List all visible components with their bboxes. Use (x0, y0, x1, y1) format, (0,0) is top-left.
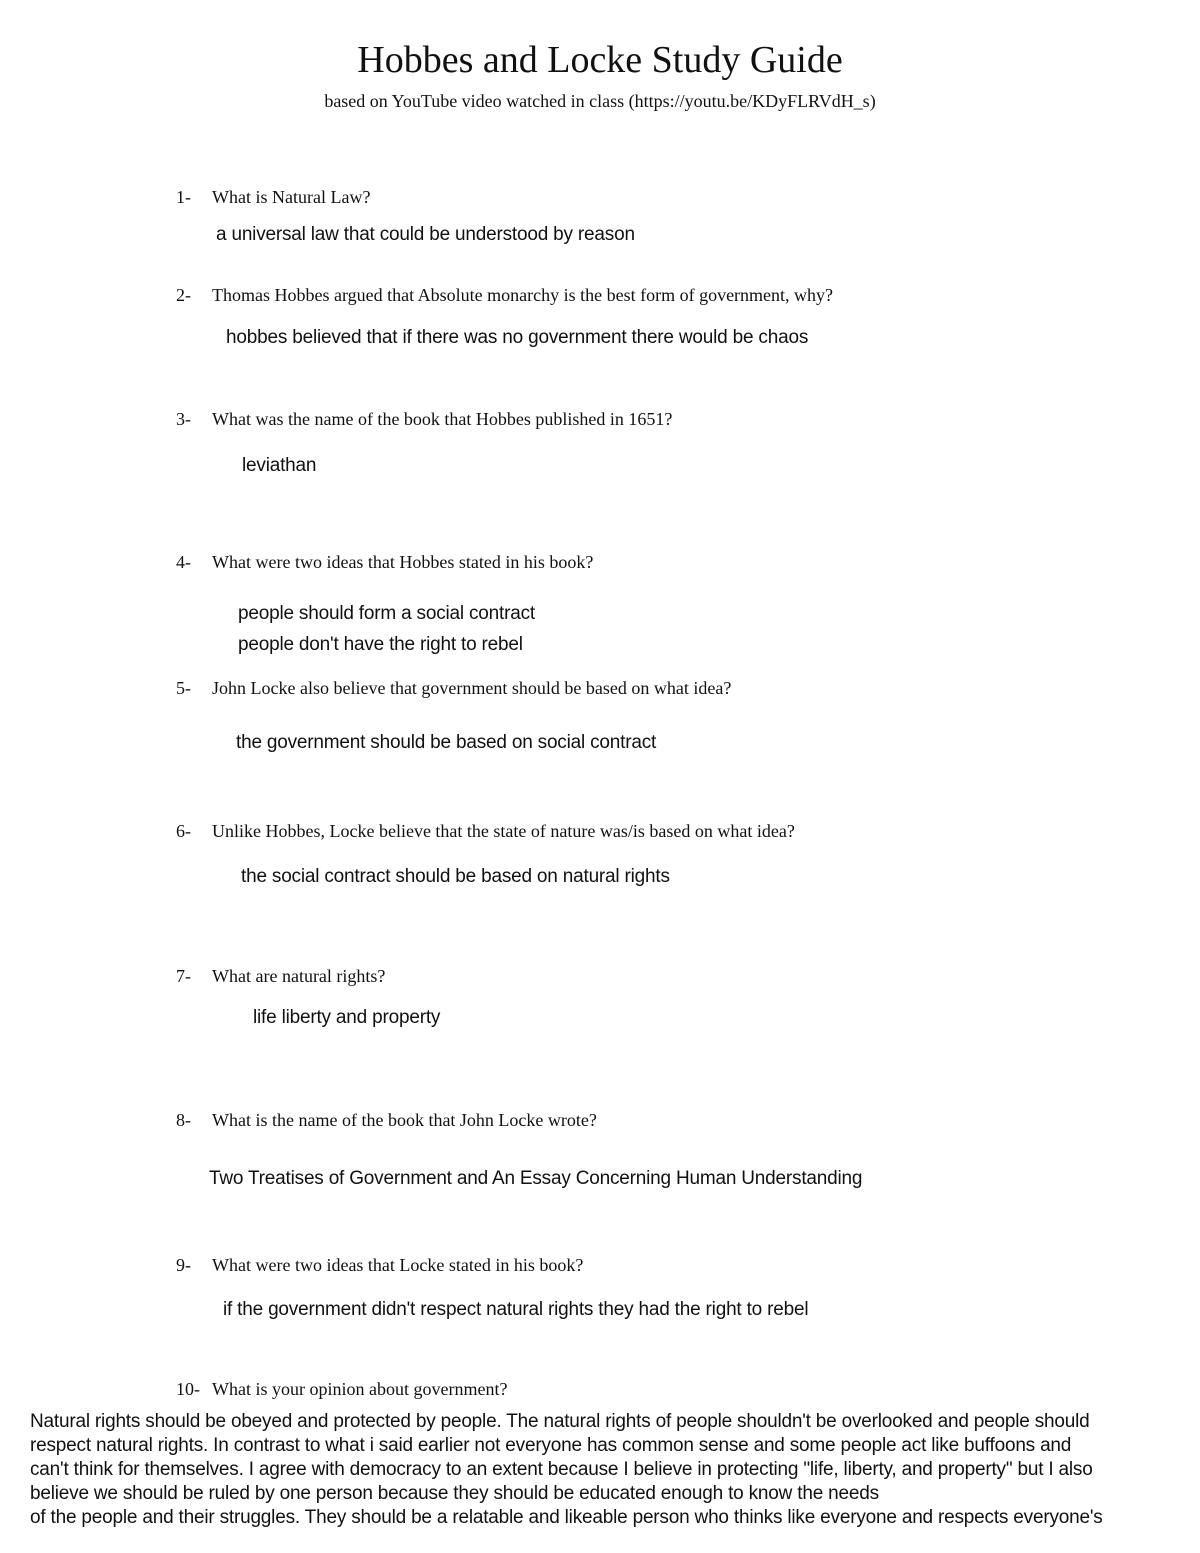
question-number: 6- (176, 821, 191, 841)
question-number: 3- (176, 409, 191, 429)
answer-text: a universal law that could be understood by reason (216, 224, 635, 245)
opinion-line: can't think for themselves. I agree with democracy to an extent because I believe in protecting "life, liberty, and property" but I also (30, 1459, 1093, 1480)
document-subtitle: based on YouTube video watched in class (https://youtu.be/KDyFLRVdH_s) (324, 91, 876, 111)
question-number: 8- (176, 1110, 191, 1130)
opinion-line: Natural rights should be obeyed and protected by people. The natural rights of people shouldn't be overlooked and people should (30, 1411, 1090, 1432)
question-number: 1- (176, 187, 191, 207)
answer-text: Two Treatises of Government and An Essay Concerning Human Understanding (209, 1168, 863, 1189)
question-number: 5- (176, 678, 191, 698)
question-text: What is the name of the book that John Locke wrote? (212, 1110, 597, 1130)
answer-text: if the government didn't respect natural rights they had the right to rebel (223, 1299, 809, 1320)
document-title: Hobbes and Locke Study Guide (357, 39, 843, 81)
question-number: 10- (176, 1379, 200, 1399)
opinion-line: respect natural rights. In contrast to what i said earlier not everyone has common sense and some people act like buffoons and (30, 1435, 1072, 1456)
answer-text: people don't have the right to rebel (238, 634, 523, 655)
answer-text: people should form a social contract (238, 603, 535, 624)
answer-text: the social contract should be based on natural rights (241, 866, 670, 887)
question-number: 7- (176, 966, 191, 986)
question-number: 2- (176, 285, 191, 305)
answer-text: life liberty and property (253, 1007, 441, 1028)
question-number: 4- (176, 552, 191, 572)
opinion-paragraph (30, 1410, 1200, 1530)
opinion-line: of the people and their struggles. They should be a relatable and likeable person who thinks like everyone and respects everyone's (30, 1507, 1103, 1528)
question-text: What are natural rights? (212, 966, 386, 986)
question-text: What were two ideas that Locke stated in his book? (212, 1255, 584, 1275)
question-text: What was the name of the book that Hobbes published in 1651? (212, 409, 673, 429)
question-text: What is Natural Law? (212, 187, 371, 207)
question-number: 9- (176, 1255, 191, 1275)
question-text: Thomas Hobbes argued that Absolute monarchy is the best form of government, why? (212, 285, 834, 305)
question-text: Unlike Hobbes, Locke believe that the state of nature was/is based on what idea? (212, 821, 795, 841)
question-text: John Locke also believe that government should be based on what idea? (212, 678, 732, 698)
answer-text: hobbes believed that if there was no government there would be chaos (226, 327, 809, 348)
question-text: What were two ideas that Hobbes stated in his book? (212, 552, 594, 572)
opinion-line: believe we should be ruled by one person because they should be educated enough to know the needs (30, 1483, 879, 1504)
answer-text: leviathan (242, 455, 317, 476)
question-text: What is your opinion about government? (212, 1379, 508, 1399)
answer-text: the government should be based on social contract (236, 732, 657, 753)
